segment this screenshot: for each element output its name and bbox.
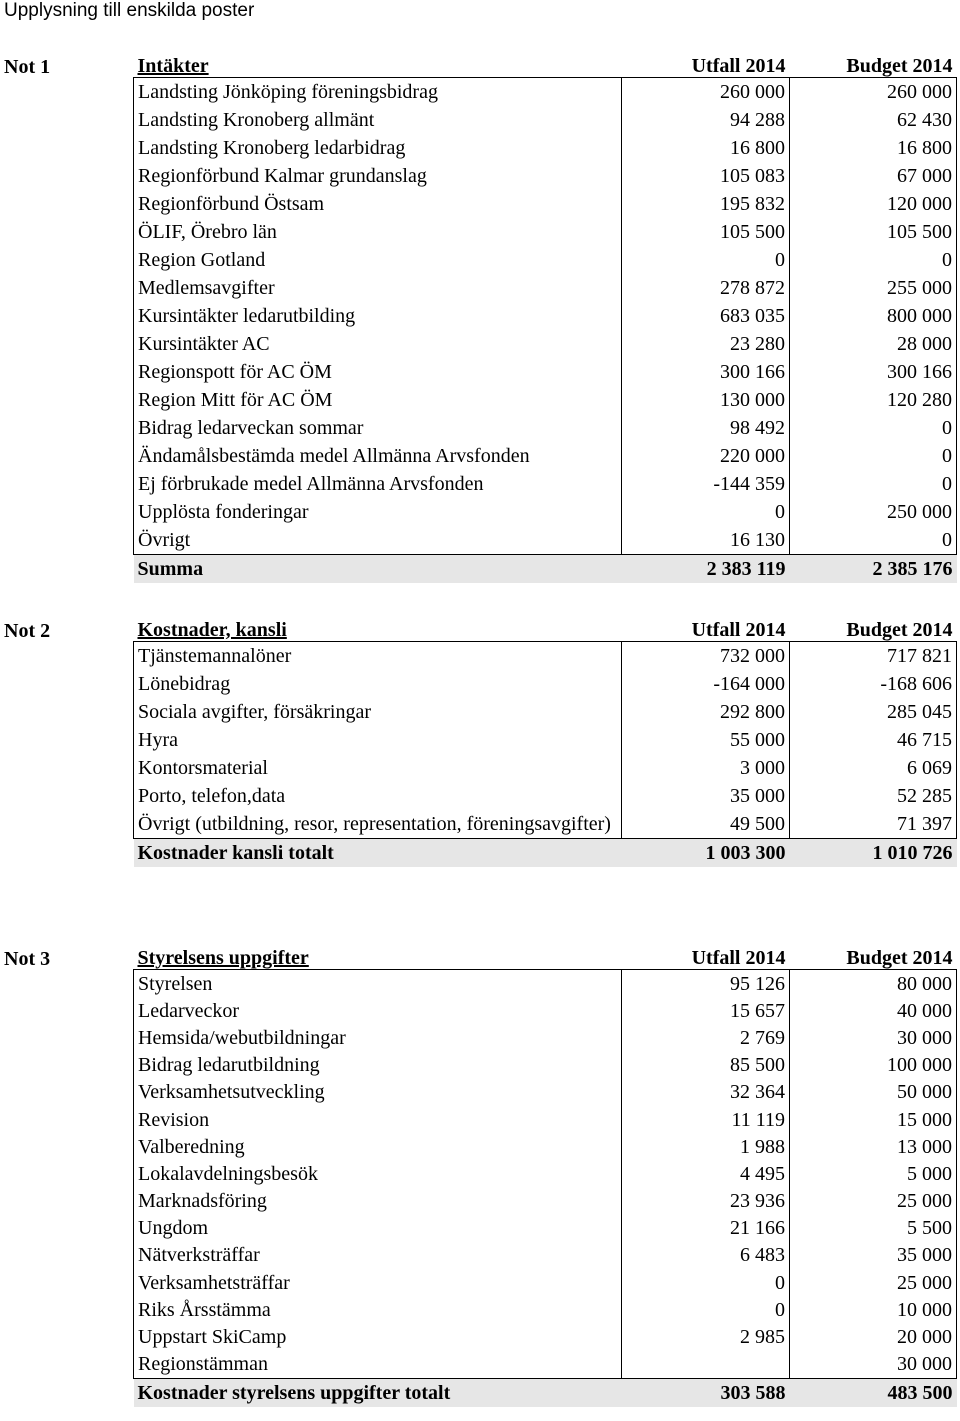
- row-actual: 16 800: [622, 134, 790, 162]
- row-label: Lönebidrag: [134, 670, 622, 698]
- row-actual: 195 832: [622, 190, 790, 218]
- column-header-budget: Budget 2014: [790, 55, 957, 78]
- row-budget: 285 045: [790, 698, 957, 726]
- row-actual: 0: [622, 246, 790, 274]
- table-row: [134, 1242, 957, 1269]
- row-budget: 0: [790, 442, 957, 470]
- row-budget: 62 430: [790, 106, 957, 134]
- page-title: Upplysning till enskilda poster: [4, 0, 255, 21]
- table-row: [134, 1160, 957, 1187]
- note-1-label: Not 1: [4, 56, 51, 78]
- row-actual: 55 000: [622, 726, 790, 754]
- row-label: Lokalavdelningsbesök: [134, 1160, 622, 1187]
- row-budget: 717 821: [790, 642, 957, 671]
- total-budget: 1 010 726: [790, 839, 957, 868]
- row-budget: 30 000: [790, 1351, 957, 1379]
- income-heading: Intäkter: [134, 55, 622, 78]
- table-row: [134, 246, 957, 274]
- table-row: [134, 330, 957, 358]
- table-row: [134, 442, 957, 470]
- row-actual: 260 000: [622, 78, 790, 107]
- row-actual: 21 166: [622, 1215, 790, 1242]
- note-2-label: Not 2: [4, 620, 51, 642]
- table-row: [134, 358, 957, 386]
- total-budget: 2 385 176: [790, 555, 957, 584]
- table-row: [134, 386, 957, 414]
- table-row: [134, 1296, 957, 1323]
- row-actual: 0: [622, 1269, 790, 1296]
- row-actual: 105 083: [622, 162, 790, 190]
- row-label: Verksamhetsträffar: [134, 1269, 622, 1296]
- row-budget: 0: [790, 526, 957, 555]
- row-budget: 260 000: [790, 78, 957, 107]
- row-actual: 2 985: [622, 1323, 790, 1350]
- row-actual: 35 000: [622, 782, 790, 810]
- table-row: [134, 726, 957, 754]
- row-label: Marknadsföring: [134, 1188, 622, 1215]
- total-actual: 2 383 119: [622, 555, 790, 584]
- column-header-budget: Budget 2014: [790, 947, 957, 970]
- row-actual: 95 126: [622, 970, 790, 998]
- table-row: [134, 1323, 957, 1350]
- row-actual: 130 000: [622, 386, 790, 414]
- table-row: [134, 414, 957, 442]
- row-actual: 23 936: [622, 1188, 790, 1215]
- row-label: Revision: [134, 1106, 622, 1133]
- row-actual: 278 872: [622, 274, 790, 302]
- row-budget: 120 280: [790, 386, 957, 414]
- row-budget: 0: [790, 470, 957, 498]
- row-actual: -144 359: [622, 470, 790, 498]
- row-budget: -168 606: [790, 670, 957, 698]
- table-row: [134, 498, 957, 526]
- row-label: Landsting Jönköping föreningsbidrag: [134, 78, 622, 107]
- row-budget: 20 000: [790, 1323, 957, 1350]
- row-label: Ungdom: [134, 1215, 622, 1242]
- row-budget: 10 000: [790, 1296, 957, 1323]
- row-budget: 0: [790, 246, 957, 274]
- total-row: [134, 839, 957, 868]
- table-row: [134, 782, 957, 810]
- row-label: Region Gotland: [134, 246, 622, 274]
- row-label: Porto, telefon,data: [134, 782, 622, 810]
- table-row: [134, 134, 957, 162]
- table-row: [134, 1351, 957, 1379]
- table-row: [134, 274, 957, 302]
- row-actual: 220 000: [622, 442, 790, 470]
- row-budget: 800 000: [790, 302, 957, 330]
- row-actual: 16 130: [622, 526, 790, 555]
- row-budget: 100 000: [790, 1052, 957, 1079]
- table-row: [134, 190, 957, 218]
- row-budget: 50 000: [790, 1079, 957, 1106]
- table-row: [134, 1106, 957, 1133]
- row-budget: 0: [790, 414, 957, 442]
- row-label: Uppstart SkiCamp: [134, 1323, 622, 1350]
- row-budget: 105 500: [790, 218, 957, 246]
- table-row: [134, 106, 957, 134]
- office-costs-heading: Kostnader, kansli: [134, 619, 622, 642]
- row-budget: 80 000: [790, 970, 957, 998]
- table-row: [134, 526, 957, 555]
- table-row: [134, 1133, 957, 1160]
- row-label: Upplösta fonderingar: [134, 498, 622, 526]
- row-label: Hemsida/webutbildningar: [134, 1024, 622, 1051]
- table-row: [134, 302, 957, 330]
- row-label: Kontorsmaterial: [134, 754, 622, 782]
- row-label: Nätverksträffar: [134, 1242, 622, 1269]
- column-header-actual: Utfall 2014: [622, 619, 790, 642]
- table-row: [134, 78, 957, 107]
- table-row: [134, 698, 957, 726]
- row-budget: 46 715: [790, 726, 957, 754]
- row-label: Styrelsen: [134, 970, 622, 998]
- row-actual: 105 500: [622, 218, 790, 246]
- row-budget: 13 000: [790, 1133, 957, 1160]
- table-row: [134, 754, 957, 782]
- row-actual: [622, 1351, 790, 1379]
- row-actual: 2 769: [622, 1024, 790, 1051]
- row-label: Ledarveckor: [134, 997, 622, 1024]
- row-actual: 23 280: [622, 330, 790, 358]
- row-actual: -164 000: [622, 670, 790, 698]
- row-label: Kursintäkter ledarutbilding: [134, 302, 622, 330]
- column-header-actual: Utfall 2014: [622, 947, 790, 970]
- row-label: Landsting Kronoberg ledarbidrag: [134, 134, 622, 162]
- row-budget: 35 000: [790, 1242, 957, 1269]
- table-row: [134, 1052, 957, 1079]
- row-label: Ej förbrukade medel Allmänna Arvsfonden: [134, 470, 622, 498]
- row-label: Bidrag ledarutbildning: [134, 1052, 622, 1079]
- row-label: Regionspott för AC ÖM: [134, 358, 622, 386]
- row-label: Sociala avgifter, försäkringar: [134, 698, 622, 726]
- row-budget: 5 000: [790, 1160, 957, 1187]
- row-actual: 32 364: [622, 1079, 790, 1106]
- board-costs-table: [133, 947, 957, 1408]
- row-budget: 6 069: [790, 754, 957, 782]
- row-budget: 71 397: [790, 810, 957, 839]
- table-row: [134, 470, 957, 498]
- row-actual: 49 500: [622, 810, 790, 839]
- row-actual: 292 800: [622, 698, 790, 726]
- row-label: Valberedning: [134, 1133, 622, 1160]
- table-row: [134, 670, 957, 698]
- table-row: [134, 970, 957, 998]
- row-actual: 300 166: [622, 358, 790, 386]
- board-costs-heading: Styrelsens uppgifter: [134, 947, 622, 970]
- row-budget: 25 000: [790, 1188, 957, 1215]
- total-row: [134, 1378, 957, 1407]
- row-budget: 120 000: [790, 190, 957, 218]
- total-label: Kostnader styrelsens uppgifter totalt: [134, 1378, 622, 1407]
- table-row: [134, 642, 957, 671]
- row-actual: 732 000: [622, 642, 790, 671]
- row-label: Tjänstemannalöner: [134, 642, 622, 671]
- total-actual: 303 588: [622, 1378, 790, 1407]
- row-budget: 5 500: [790, 1215, 957, 1242]
- row-actual: 3 000: [622, 754, 790, 782]
- row-budget: 28 000: [790, 330, 957, 358]
- income-table: [133, 55, 957, 584]
- row-budget: 15 000: [790, 1106, 957, 1133]
- row-budget: 250 000: [790, 498, 957, 526]
- row-label: Ändamålsbestämda medel Allmänna Arvsfonden: [134, 442, 622, 470]
- row-actual: 11 119: [622, 1106, 790, 1133]
- row-budget: 25 000: [790, 1269, 957, 1296]
- table-row: [134, 1024, 957, 1051]
- row-label: Bidrag ledarveckan sommar: [134, 414, 622, 442]
- row-label: Region Mitt för AC ÖM: [134, 386, 622, 414]
- row-label: Kursintäkter AC: [134, 330, 622, 358]
- row-label: Regionförbund Östsam: [134, 190, 622, 218]
- table-row: [134, 1188, 957, 1215]
- note-3-label: Not 3: [4, 948, 51, 970]
- row-budget: 52 285: [790, 782, 957, 810]
- row-actual: 6 483: [622, 1242, 790, 1269]
- row-actual: 15 657: [622, 997, 790, 1024]
- total-label: Summa: [134, 555, 622, 584]
- row-budget: 30 000: [790, 1024, 957, 1051]
- table-row: [134, 218, 957, 246]
- row-label: Landsting Kronoberg allmänt: [134, 106, 622, 134]
- row-label: Medlemsavgifter: [134, 274, 622, 302]
- table-row: [134, 997, 957, 1024]
- row-label: ÖLIF, Örebro län: [134, 218, 622, 246]
- column-header-budget: Budget 2014: [790, 619, 957, 642]
- row-budget: 300 166: [790, 358, 957, 386]
- row-budget: 255 000: [790, 274, 957, 302]
- row-actual: 98 492: [622, 414, 790, 442]
- row-label: Övrigt: [134, 526, 622, 555]
- table-row: [134, 1269, 957, 1296]
- row-label: Riks Årsstämma: [134, 1296, 622, 1323]
- table-row: [134, 1215, 957, 1242]
- row-label: Regionstämman: [134, 1351, 622, 1379]
- row-actual: 4 495: [622, 1160, 790, 1187]
- row-actual: 94 288: [622, 106, 790, 134]
- total-actual: 1 003 300: [622, 839, 790, 868]
- total-row: [134, 555, 957, 584]
- table-row: [134, 810, 957, 839]
- row-budget: 67 000: [790, 162, 957, 190]
- row-actual: 683 035: [622, 302, 790, 330]
- office-costs-table: [133, 619, 957, 868]
- row-label: Verksamhetsutveckling: [134, 1079, 622, 1106]
- row-actual: 85 500: [622, 1052, 790, 1079]
- row-label: Övrigt (utbildning, resor, representation, föreningsavgifter): [134, 810, 622, 839]
- table-row: [134, 1079, 957, 1106]
- total-label: Kostnader kansli totalt: [134, 839, 622, 868]
- row-label: Hyra: [134, 726, 622, 754]
- column-header-actual: Utfall 2014: [622, 55, 790, 78]
- table-row: [134, 162, 957, 190]
- total-budget: 483 500: [790, 1378, 957, 1407]
- row-actual: 1 988: [622, 1133, 790, 1160]
- row-actual: 0: [622, 498, 790, 526]
- row-budget: 16 800: [790, 134, 957, 162]
- row-actual: 0: [622, 1296, 790, 1323]
- row-label: Regionförbund Kalmar grundanslag: [134, 162, 622, 190]
- row-budget: 40 000: [790, 997, 957, 1024]
